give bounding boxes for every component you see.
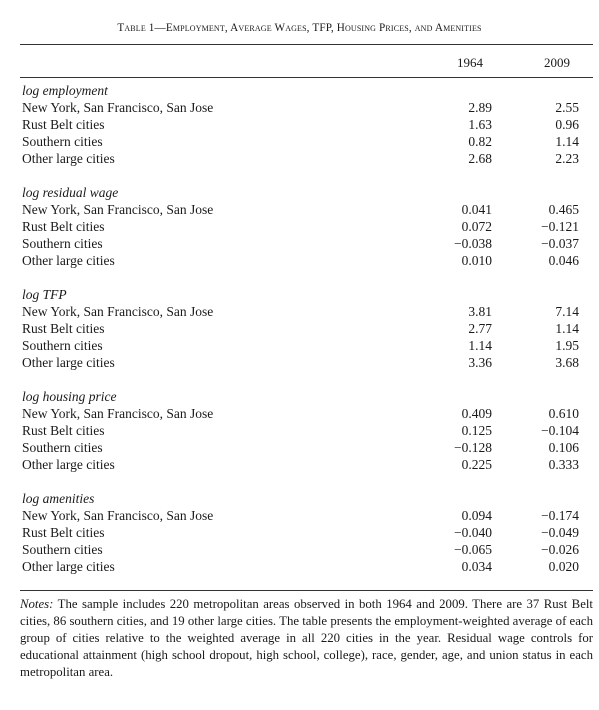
row-label: Rust Belt cities [22, 423, 105, 438]
value-2009: 3.68 [555, 355, 579, 370]
header-rule [20, 77, 593, 78]
value-2009: 0.020 [548, 559, 579, 574]
table-row [22, 252, 592, 269]
value-2009: 0.106 [548, 440, 579, 455]
row-label: New York, San Francisco, San Jose [22, 508, 214, 523]
table-row [22, 422, 592, 439]
table-row [22, 439, 592, 456]
panel-log-employment [22, 82, 592, 167]
value-1964: 3.81 [468, 304, 492, 319]
table-row [22, 303, 592, 320]
value-1964: 2.89 [468, 100, 492, 115]
bottom-rule [20, 590, 593, 591]
row-label: Other large cities [22, 253, 115, 268]
value-1964: 2.77 [468, 321, 492, 336]
row-label: Other large cities [22, 457, 115, 472]
value-1964: 1.14 [468, 338, 492, 353]
row-label: Rust Belt cities [22, 321, 105, 336]
panel-log-tfp [22, 286, 592, 371]
table-row [22, 201, 592, 218]
value-2009: 2.23 [555, 151, 579, 166]
value-1964: 1.63 [468, 117, 492, 132]
row-label: Rust Belt cities [22, 117, 105, 132]
column-header-2009: 2009 [544, 55, 570, 70]
panel-title: log housing price [22, 389, 117, 404]
value-1964: 0.034 [461, 559, 492, 574]
value-2009: 0.610 [548, 406, 579, 421]
value-1964: 2.68 [468, 151, 492, 166]
table-row [22, 150, 592, 167]
panel-title: log amenities [22, 491, 95, 506]
table-row [22, 456, 592, 473]
value-1964: 0.409 [461, 406, 492, 421]
table-row [22, 320, 592, 337]
notes-label: Notes: [20, 597, 54, 611]
value-2009: 1.14 [555, 134, 579, 149]
panel-title: log residual wage [22, 185, 119, 200]
value-1964: 0.072 [461, 219, 492, 234]
table-row [22, 235, 592, 252]
row-label: New York, San Francisco, San Jose [22, 100, 214, 115]
row-label: Rust Belt cities [22, 525, 105, 540]
table-caption: Table 1—Employment, Average Wages, TFP, Housing Prices, and Amenities [117, 22, 482, 34]
value-2009: 0.96 [555, 117, 579, 132]
table-row [22, 133, 592, 150]
panel-log-amenities [22, 490, 592, 575]
table-row [22, 541, 592, 558]
panel-log-housing-price [22, 388, 592, 473]
row-label: New York, San Francisco, San Jose [22, 406, 214, 421]
panel-log-residual-wage [22, 184, 592, 269]
panel-title: log employment [22, 83, 108, 98]
table-row [22, 507, 592, 524]
value-1964: 0.010 [461, 253, 492, 268]
row-label: Other large cities [22, 559, 115, 574]
row-label: Southern cities [22, 236, 103, 251]
row-label: Other large cities [22, 151, 115, 166]
value-2009: 0.465 [548, 202, 579, 217]
notes-text: The sample includes 220 metropolitan areas observed in both 1964 and 2009. There are 37 Rust Belt cities, 86 southern cities, and 19 other large cities. The table presents the employment-weighted average of each group of cities relative to the weighted average in all 220 cities in the year. Residual wage controls for educational attainment (high school dropout, high school, college), race, gender, age, and union status in each metropolitan area. [20, 597, 593, 679]
top-rule [20, 44, 593, 45]
value-2009: 1.14 [555, 321, 579, 336]
row-label: Rust Belt cities [22, 219, 105, 234]
value-2009: 0.046 [548, 253, 579, 268]
value-2009: −0.049 [541, 525, 579, 540]
table-row [22, 524, 592, 541]
value-1964: −0.065 [454, 542, 492, 557]
value-2009: −0.026 [541, 542, 579, 557]
table-row [22, 116, 592, 133]
value-2009: 7.14 [555, 304, 579, 319]
row-label: Southern cities [22, 338, 103, 353]
row-label: New York, San Francisco, San Jose [22, 202, 214, 217]
row-label: Southern cities [22, 134, 103, 149]
value-1964: 0.125 [461, 423, 492, 438]
table-row [22, 337, 592, 354]
table-row [22, 558, 592, 575]
value-1964: 3.36 [468, 355, 492, 370]
row-label: Southern cities [22, 440, 103, 455]
value-1964: 0.094 [461, 508, 492, 523]
table-row [22, 354, 592, 371]
row-label: New York, San Francisco, San Jose [22, 304, 214, 319]
value-2009: −0.174 [541, 508, 579, 523]
value-2009: 1.95 [555, 338, 579, 353]
column-header-1964: 1964 [457, 55, 483, 70]
value-1964: 0.225 [461, 457, 492, 472]
value-2009: 0.333 [548, 457, 579, 472]
value-2009: −0.037 [541, 236, 579, 251]
value-2009: −0.121 [541, 219, 579, 234]
table-row [22, 218, 592, 235]
row-label: Other large cities [22, 355, 115, 370]
value-2009: 2.55 [555, 100, 579, 115]
table-row [22, 405, 592, 422]
value-1964: 0.82 [468, 134, 492, 149]
value-2009: −0.104 [541, 423, 579, 438]
value-1964: −0.038 [454, 236, 492, 251]
panel-title: log TFP [22, 287, 67, 302]
table-notes [20, 596, 593, 681]
value-1964: −0.040 [454, 525, 492, 540]
value-1964: 0.041 [461, 202, 492, 217]
value-1964: −0.128 [454, 440, 492, 455]
table-row [22, 99, 592, 116]
row-label: Southern cities [22, 542, 103, 557]
